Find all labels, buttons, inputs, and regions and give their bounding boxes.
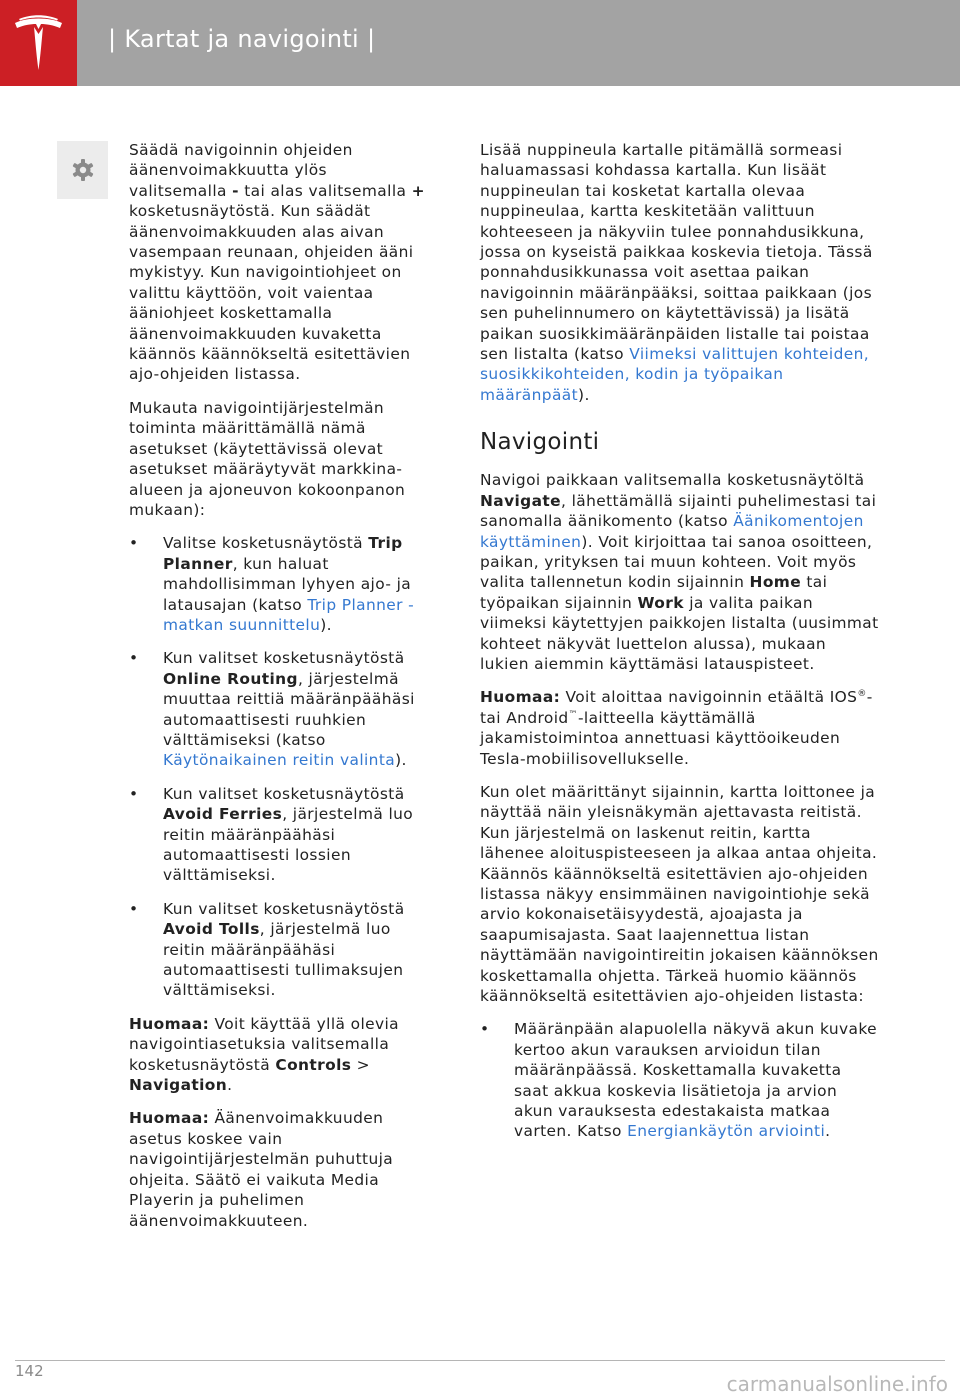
text: . (825, 1122, 831, 1141)
trademark-mark: ™ (568, 709, 578, 720)
text: . (227, 1076, 233, 1095)
page-number: 142 (15, 1362, 44, 1380)
text: ). (578, 385, 590, 404)
text: tai alas valitsemalla (244, 181, 407, 200)
volume-paragraph (129, 140, 429, 385)
controls-label: Controls (275, 1055, 352, 1074)
list-item (129, 784, 429, 886)
avoid-tolls-label: Avoid Tolls (163, 920, 260, 939)
left-column (129, 140, 429, 1244)
text: ). (395, 751, 407, 770)
energy-estimate-link[interactable]: Energiankäytön arviointi (627, 1122, 826, 1141)
navigate-paragraph (480, 470, 880, 674)
note-volume (129, 1108, 429, 1230)
page-title: | Kartat ja navigointi | (108, 25, 376, 53)
text: , järjestelmä luo reitin määränpäähäsi automaattisesti tullimaksujen välttämiseksi. (163, 920, 404, 1000)
separator: > (356, 1055, 370, 1074)
voice-commands-link[interactable]: Äänikomentojen käyttäminen (480, 512, 864, 551)
watermark: carmanualsonline.info (726, 1372, 948, 1396)
tesla-t-icon (13, 14, 64, 72)
right-column (480, 140, 880, 1155)
text: ja valita paikan viimeksi käytettyjen paikkojen listalta (uusimmat kohteet näkyvät luettelon alussa), mukaan lukien aiemmin käyttämäsi latauspisteet. (480, 593, 879, 673)
text: Kun valitset kosketusnäytöstä (163, 899, 405, 918)
avoid-ferries-label: Avoid Ferries (163, 805, 283, 824)
registered-mark: ® (857, 689, 867, 700)
section-heading: Navigointi (480, 429, 600, 456)
text: Määränpään alapuolella näkyvä akun kuvake kertoo akun varauksen arvioidun tilan määränpäässä. Koskettamalla kuvaketta saat akkua koskevia lisätietoja ja arvion akun varauksesta edestakaista matkaa varten. Katso (514, 1020, 877, 1141)
list-item (129, 648, 429, 770)
note-label: Huomaa: (129, 1014, 210, 1033)
text: tai työpaikan sijainnin (480, 573, 828, 612)
note-controls (129, 1014, 429, 1096)
tesla-logo (0, 0, 77, 86)
online-routing-label: Online Routing (163, 669, 298, 688)
text: , järjestelmä luo reitin määränpäähäsi automaattisesti lossien välttämiseksi. (163, 805, 414, 885)
text: kosketusnäytöstä. Kun säädät äänenvoimakkuuden alas aivan vasempaan reunaan, ohjeiden ääni mykistyy. Kun navigointiohjeet on valittu käyttöön, voit vaientaa ääniohjeet koskettamalla äänenvoimakkuuden kuvaketta käännös käännökseltä esitettävien ajo-ohjeiden listassa. (129, 202, 414, 384)
text: Kun valitset kosketusnäytöstä (163, 784, 405, 803)
plus-symbol: + (411, 181, 425, 200)
text: -laitteella käyttämällä jakamistoimintoa annettuasi käyttöoikeuden Tesla-mobiilisovellukselle. (480, 708, 841, 768)
text: , kun haluat mahdollisimman lyhyen ajo- ja latausajan (katso (163, 554, 412, 614)
work-label: Work (637, 593, 684, 612)
settings-icon-box (57, 141, 108, 199)
trip-planner-label: Trip Planner (163, 534, 403, 573)
settings-intro-paragraph: Mukauta navigointijärjestelmän toiminta määrittämällä nämä asetukset (käytettävissä olevat asetukset määräytyvät markkina-alueen ja ajoneuvon kokoonpanon mukaan): (129, 398, 406, 519)
minus-symbol: - (232, 181, 239, 200)
settings-list (129, 533, 429, 1001)
list-item (480, 1019, 880, 1141)
text: ). Voit kirjoittaa tai sanoa osoitteen, paikan, yrityksen tai muun kohteen. Voit myös valita tallennetun kodin sijainnin (480, 532, 873, 592)
note-label: Huomaa: (129, 1109, 210, 1128)
navigate-label: Navigate (480, 491, 561, 510)
text: Voit aloittaa navigoinnin etäältä IOS (565, 688, 858, 707)
text: Säädä navigoinnin ohjeiden äänenvoimakkuutta ylös valitsemalla (129, 141, 353, 200)
text: Navigoi paikkaan valitsemalla kosketusnäytöltä (480, 471, 865, 490)
text: , lähettämällä sijainti puhelimestasi tai sanomalla äänikomento (katso (480, 491, 877, 531)
note-label: Huomaa: (480, 688, 561, 707)
favorites-link[interactable]: Viimeksi valittujen kohteiden, suosikkikohteiden, kodin ja työpaikan määränpäät (480, 345, 870, 404)
text: Lisää nuppineula kartalle pitämällä sormeasi haluamassasi kohdassa kartalla. Kun lisäät nuppineulan tai kosketat kartalla olevaa nuppineulaa, kartta keskitetään valittuun kohteeseen ja näkyviin tulee ponnahdusikkuna, jossa on kyseistä paikkaa koskevia tietoja. Tässä ponnahdusikkunassa voit asettaa paikan navigoinnin määränpääksi, soittaa paikkaan (jos sen puhelinnumero on käytettävissä) ja lisätä paikan suosikkimääränpäiden listalle tai poistaa sen listalta (katso (480, 141, 873, 364)
text: -tai Android (480, 688, 873, 727)
list-item (129, 899, 429, 1001)
route-paragraph: Kun olet määrittänyt sijainnin, kartta loittonee ja näyttää näin yleisnäkymän ajettavasta reitistä. Kun järjestelmä on laskenut reitin, kartta lähenee aloituspisteeseen ja alkaa antaa ohjeita. Käännös käännökseltä esitettävien ajo-ohjeiden listassa näkyy ensimmäinen navigointiohje sekä arvio kokonaisetäisyydestä, ajoajasta ja saapumisajasta. Saat laajennettua listan näyttämään navigointireitin jokaisen käännöksen koskettamalla ohjetta. Tärkeä huomio käännös käännökseltä esitettävien ajo-ohjeiden listasta: (480, 782, 879, 1006)
text: Äänenvoimakkuuden asetus koskee vain navigointijärjestelmän puhuttuja ohjeita. Säätö ei vaikuta Media Playerin ja puhelimen äänenvoimakkuuteen. (129, 1109, 394, 1230)
pin-paragraph (480, 140, 880, 405)
gear-icon (71, 158, 95, 182)
footer-divider (15, 1360, 945, 1361)
list-item (129, 533, 429, 635)
note-remote-navigation (480, 687, 880, 769)
text: Kun valitset kosketusnäytöstä (163, 649, 405, 668)
navigation-label: Navigation (129, 1076, 228, 1095)
text: Valitse kosketusnäytöstä (163, 534, 363, 553)
header-bar (0, 0, 960, 86)
trip-planner-link[interactable]: Trip Planner - matkan suunnittelu (163, 595, 415, 634)
route-list (480, 1019, 880, 1141)
online-routing-link[interactable]: Käytönaikainen reitin valinta (163, 751, 396, 770)
text: , järjestelmä muuttaa reittiä määränpäähäsi automaattisesti ruuhkien välttämiseksi (katso (163, 669, 415, 749)
text: Voit käyttää yllä olevia navigointiasetuksia valitsemalla kosketusnäytöstä (129, 1014, 400, 1074)
home-label: Home (749, 573, 802, 592)
text: ). (320, 615, 332, 634)
